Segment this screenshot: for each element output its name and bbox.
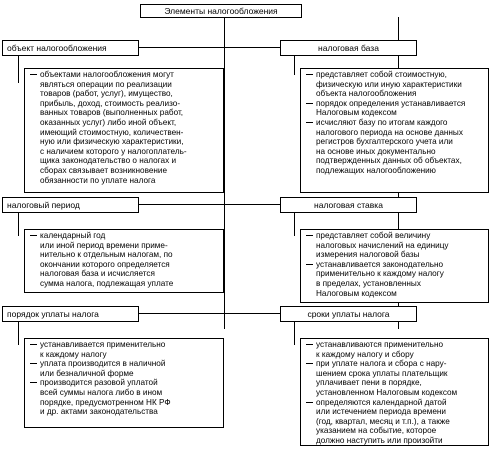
right-branch-2: [224, 204, 280, 205]
payment-order-content: [24, 338, 224, 428]
left-branch-2: [139, 204, 224, 205]
period-content: [24, 229, 224, 293]
right-branch-1: [224, 47, 280, 48]
center-trunk-line: [224, 17, 225, 329]
left-branch-3: [139, 313, 224, 314]
tax-base-item-1: представляет собой стоимостную, физическую или иную характеристики объекта налогообложения: [316, 70, 485, 99]
diagram-title: Элементы налогообложения: [140, 4, 302, 18]
right-branch-3: [224, 313, 280, 314]
payment-terms-item-1: устанавливаются применительно к каждому налогу и сбору: [316, 340, 485, 359]
left-branch-1: [139, 47, 224, 48]
payment-order-header: порядок уплаты налога: [2, 306, 139, 322]
tax-rate-item-1: представляет собой величину налоговых начислений на единицу измерения налоговой базы: [316, 231, 485, 260]
left-drop-1: [18, 55, 19, 83]
left-drop-3: [18, 321, 19, 345]
right-drop-2: [294, 212, 295, 236]
payment-terms-header: сроки уплаты налога: [280, 306, 417, 322]
tax-base-content: [300, 68, 489, 193]
payment-terms-content: [300, 338, 489, 446]
tax-rate-content: [300, 229, 489, 303]
tax-base-header: налоговая база: [280, 40, 417, 56]
right-drop-3: [294, 321, 295, 345]
left-drop-2: [18, 212, 19, 236]
tax-base-item-2: порядок определения устанавливается Налоговым кодексом: [316, 99, 485, 118]
object-item-1: объектами налогообложения могут являться операции по реализации товаров (работ, услуг), имущество, прибыль, доход, стоимость реализо- ванных товаров (выполненных работ, оказанных услуг) либо иной объект, имеющий стоимостную, количествен- ную или физическую характеристики, с наличием которого у налогоплатель- щика законодательство о налогах и сборах связывает возникновение обязанности по уплате налога: [40, 70, 220, 185]
tax-base-item-3: исчисляют базу по итогам каждого налогового периода на основе данных регистров бухгалтерского учета или на основе иных документально подтвержденных данных об объектах, подлежащих налогообложению: [316, 118, 485, 176]
payment-order-item-1: устанавливается применительно к каждому налогу: [40, 340, 220, 359]
object-header: объект налогообложения: [2, 40, 139, 56]
tax-rate-header: налоговая ставка: [280, 197, 417, 213]
tax-rate-item-2: устанавливается законодательно применительно к каждому налогу в пределах, установленных Налоговым кодексом: [316, 260, 485, 298]
payment-order-item-3: производится разовой уплатой всей суммы налога либо в ином порядке, предусмотренном НК РФ и др. актами законодательства: [40, 378, 220, 416]
object-content: [24, 68, 224, 193]
period-header: налоговый период: [2, 197, 139, 213]
right-drop-1: [294, 55, 295, 75]
payment-terms-item-3: определяются календарной датой или истечением периода времени (год, квартал, месяц и т.п.), а также указанием на событие, которое должно наступить или произойти: [316, 398, 485, 446]
payment-terms-item-2: при уплате налога и сбора с нару- шением срока уплаты плательщик уплачивает пени в порядке, установленном Налоговым кодексом: [316, 359, 485, 397]
payment-order-item-2: уплата производится в наличной или безналичной форме: [40, 359, 220, 378]
period-item-1: календарный год или иной период времени приме- нительно к отдельным налогам, по окончании которого определяется налоговая база и исчисляется сумма налога, подлежащая уплате: [40, 231, 220, 289]
